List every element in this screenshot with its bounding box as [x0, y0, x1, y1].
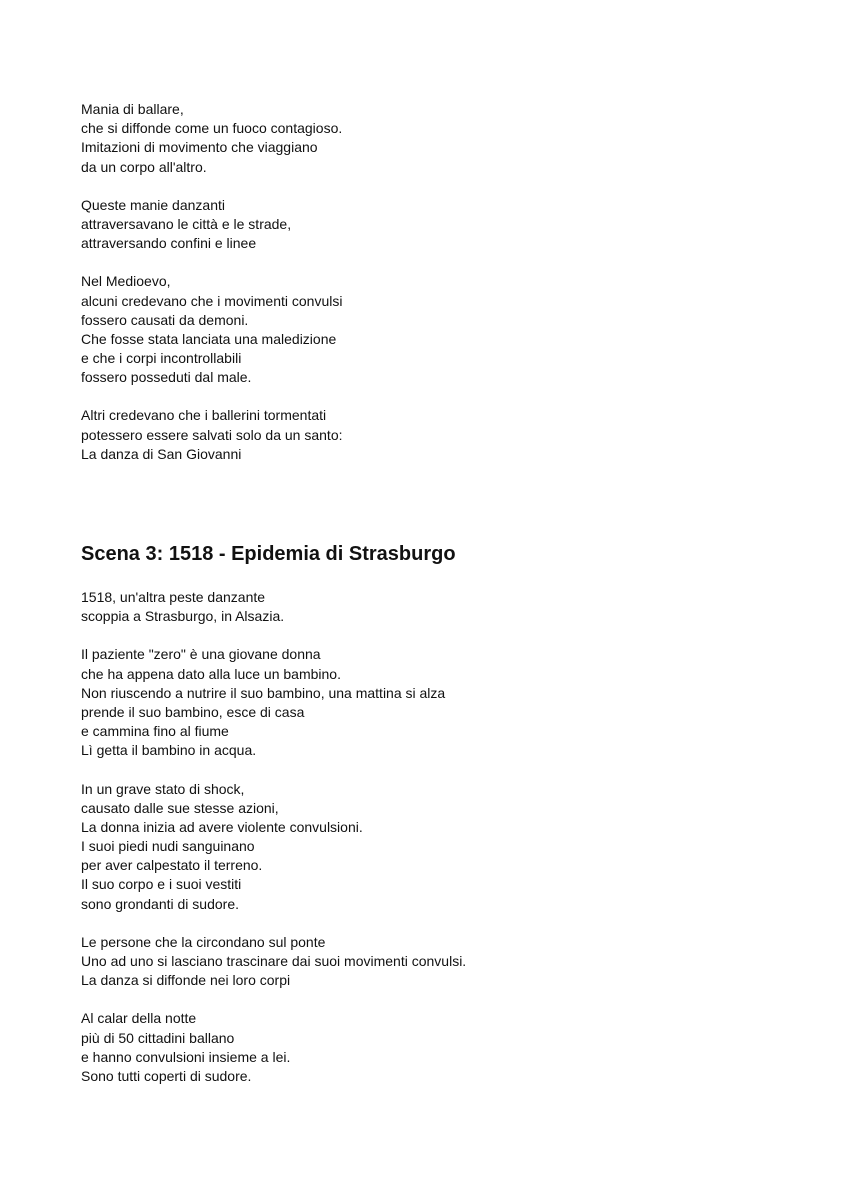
text-line: Sono tutti coperti di sudore. — [81, 1067, 252, 1084]
text-line: Lì getta il bambino in acqua. — [81, 742, 257, 759]
stanza — [81, 588, 781, 626]
text-line: 1518, un'altra peste danzante — [81, 589, 266, 605]
text-line: Il suo corpo e i suoi vestiti — [81, 876, 242, 893]
stanza — [81, 272, 781, 387]
text-line: La danza si diffonde nei loro corpi — [81, 972, 291, 989]
scene-heading: Scena 3: 1518 - Epidemia di Strasburgo — [81, 543, 456, 565]
text-line: scoppia a Strasburgo, in Alsazia. — [81, 608, 285, 625]
text-line: che ha appena dato alla luce un bambino. — [81, 665, 341, 682]
poem-section-1 — [81, 100, 781, 483]
text-line: alcuni credevano che i movimenti convulsi — [81, 292, 343, 309]
text-line: I suoi piedi nudi sanguinano — [81, 838, 255, 855]
stanza — [81, 933, 781, 991]
text-line: Altri credevano che i ballerini tormentati — [81, 407, 327, 424]
text-line: fossero posseduti dal male. — [81, 369, 252, 386]
text-line: Non riuscendo a nutrire il suo bambino, una mattina si alza — [81, 684, 446, 701]
text-line: prende il suo bambino, esce di casa — [81, 703, 305, 720]
text-line: Al calar della notte — [81, 1010, 197, 1027]
text-line: Il paziente "zero" è una giovane donna — [81, 646, 321, 663]
text-line: sono grondanti di sudore. — [81, 895, 239, 912]
text-line: La donna inizia ad avere violente convulsioni. — [81, 818, 363, 835]
text-line: e che i corpi incontrollabili — [81, 350, 242, 367]
text-line: La danza di San Giovanni — [81, 445, 242, 462]
stanza — [81, 406, 781, 464]
text-line: Imitazioni di movimento che viaggiano — [81, 139, 318, 156]
text-line: Le persone che la circondano sul ponte — [81, 933, 326, 950]
stanza — [81, 645, 781, 760]
text-line: Nel Medioevo, — [81, 273, 171, 290]
stanza — [81, 780, 781, 914]
text-line: fossero causati da demoni. — [81, 311, 249, 328]
text-line: potessero essere salvati solo da un santo: — [81, 426, 343, 443]
stanza — [81, 196, 781, 254]
text-line: per aver calpestato il terreno. — [81, 857, 263, 874]
text-line: e cammina fino al fiume — [81, 723, 229, 740]
stanza — [81, 100, 781, 177]
text-line: da un corpo all'altro. — [81, 158, 207, 175]
text-line: attraversando confini e linee — [81, 235, 257, 252]
text-line: Uno ad uno si lasciano trascinare dai suoi movimenti convulsi. — [81, 953, 467, 969]
text-line: e hanno convulsioni insieme a lei. — [81, 1048, 291, 1065]
text-line: Mania di ballare, — [81, 101, 184, 117]
poem-section-2 — [81, 588, 781, 1105]
text-line: che si diffonde come un fuoco contagioso. — [81, 120, 343, 137]
text-line: Queste manie danzanti — [81, 196, 225, 213]
stanza — [81, 1009, 781, 1086]
text-line: causato dalle sue stesse azioni, — [81, 799, 279, 816]
text-line: Che fosse stata lanciata una maledizione — [81, 330, 337, 347]
scene-heading-container — [81, 541, 781, 567]
text-line: attraversavano le città e le strade, — [81, 215, 292, 232]
text-line: più di 50 cittadini ballano — [81, 1029, 235, 1046]
text-line: In un grave stato di shock, — [81, 780, 245, 797]
